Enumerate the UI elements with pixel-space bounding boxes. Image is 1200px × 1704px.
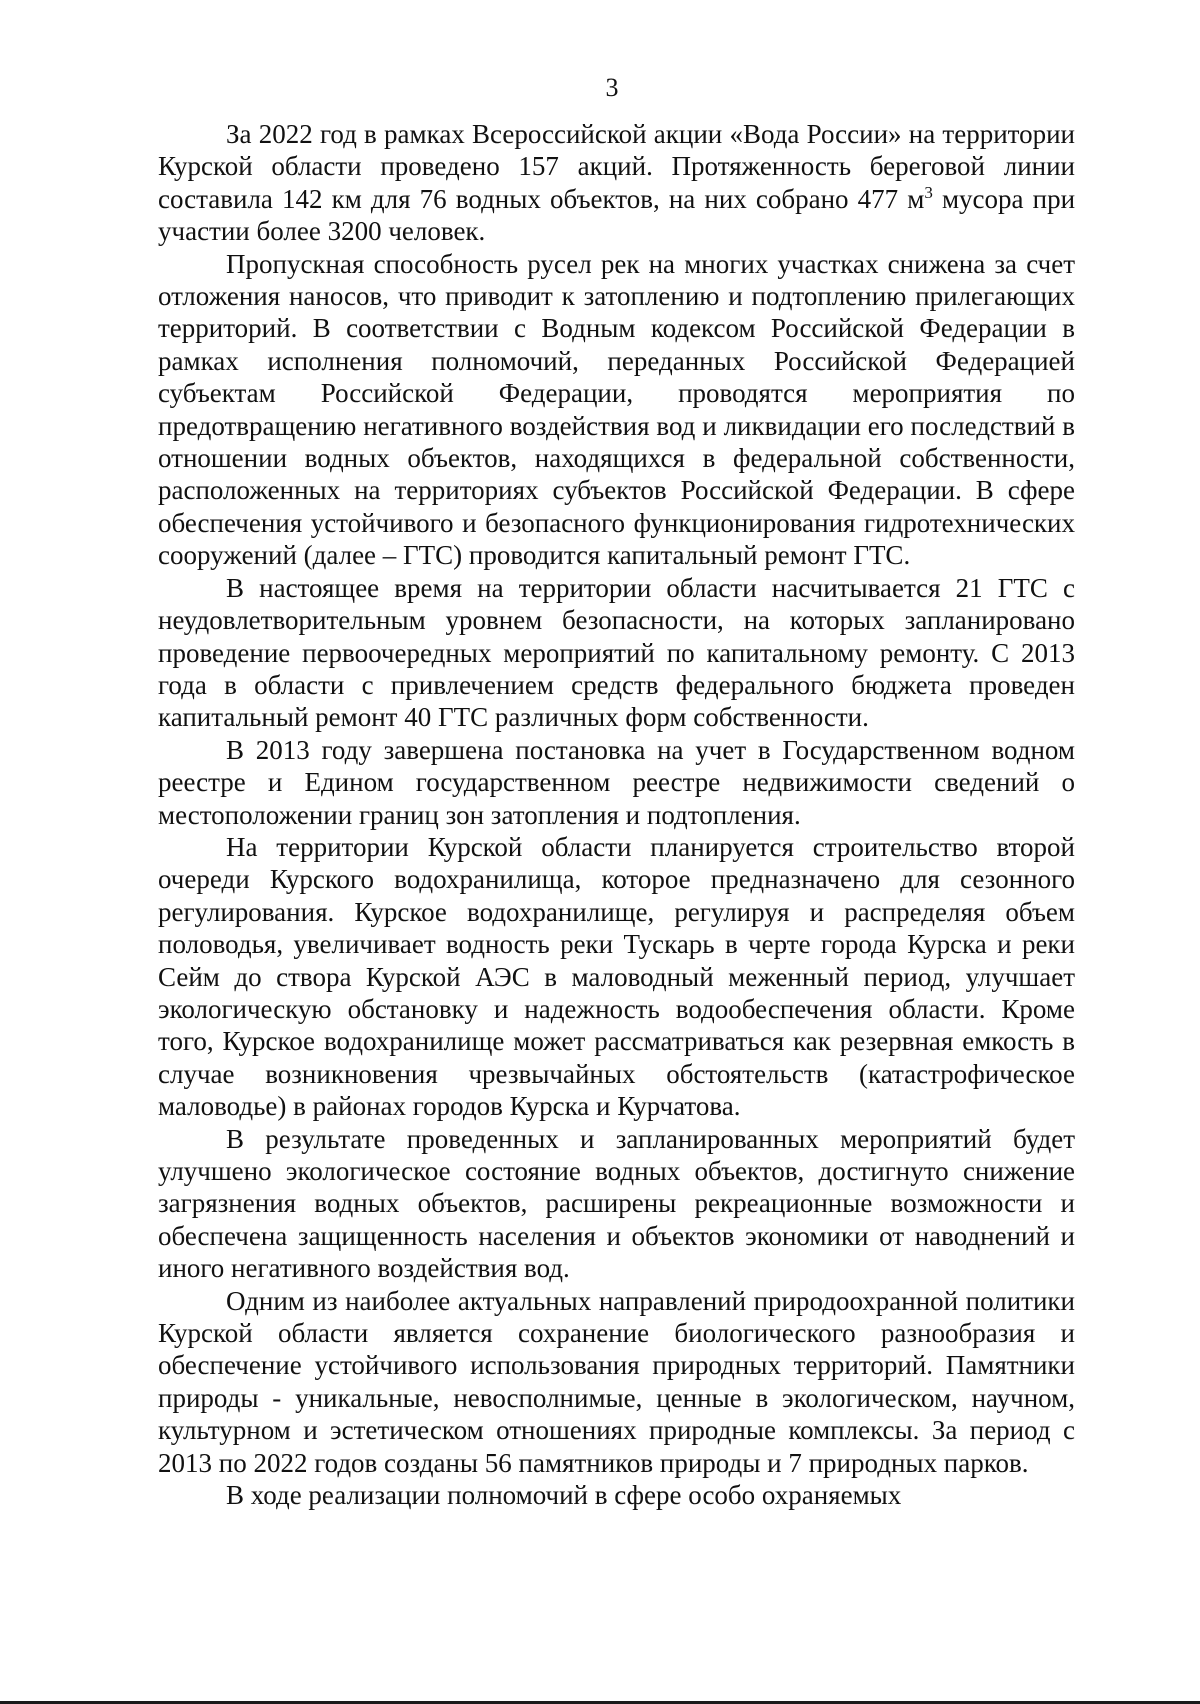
paragraph-text: За 2022 год в рамках Всероссийской акции «Вода России» на территории Курской области проведено 157 акций. Протяженность береговой линии составила 142 км для 76 водных объектов, на них собрано 477 м [158, 119, 1075, 214]
paragraph-hydraulic-structures: В настоящее время на территории области насчитывается 21 ГТС с неудовлетворительным уровнем безопасности, на которых запланировано проведение первоочередных мероприятий по капитальному ремонту. С 2013 года в области с привлечением средств федерального бюджета проведен капитальный ремонт 40 ГТС различных форм собственности. [158, 572, 1075, 733]
paragraph-water-of-russia [158, 118, 1075, 248]
paragraph-flood-zones: В 2013 году завершена постановка на учет в Государственном водном реестре и Едином государственном реестре недвижимости сведений о местоположении границ зон затопления и подтопления. [158, 734, 1075, 830]
paragraph-river-capacity: Пропускная способность русел рек на многих участках снижена за счет отложения наносов, что приводит к затоплению и подтоплению прилегающих территорий. В соответствии с Водным кодексом Российской Федерации в рамках исполнения полномочий, переданных Российской Федерацией субъектам Российской Федерации, проводятся мероприятия по предотвращению негативного воздействия вод и ликвидации его последствий в отношении водных объектов, находящихся в федеральной собственности, расположенных на территориях субъектов Российской Федерации. В сфере обеспечения устойчивого и безопасного функционирования гидротехнических сооружений (далее – ГТС) проводится капитальный ремонт ГТС. [158, 248, 1075, 571]
paragraph-kursk-reservoir: На территории Курской области планируется строительство второй очереди Курского водохранилища, которое предназначено для сезонного регулирования. Курское водохранилище, регулируя и распределяя объем половодья, увеличивает водность реки Тускарь в черте города Курска и реки Сейм до створа Курской АЭС в маловодный меженный период, улучшает экологическую обстановку и надежность водообеспечения области. Кроме того, Курское водохранилище может рассматриваться как резервная емкость в случае возникновения чрезвычайных обстоятельств (катастрофическое маловодье) в районах городов Курска и Курчатова. [158, 831, 1075, 1122]
body-text [158, 118, 1075, 1511]
paragraph-text: мусора при участии более 3200 человек. [158, 183, 1076, 247]
paragraph-biodiversity: Одним из наиболее актуальных направлений природоохранной политики Курской области является сохранение биологического разнообразия и обеспечение устойчивого использования природных территорий. Памятники природы - уникальные, невосполнимые, ценные в экологическом, научном, культурном и эстетическом отношениях природные комплексы. За период с 2013 по 2022 годов созданы 56 памятников природы и 7 природных парков. [158, 1285, 1075, 1478]
paragraph-protected-areas-start: В ходе реализации полномочий в сфере особо охраняемых [226, 1480, 902, 1511]
page-number: 3 [605, 73, 619, 102]
superscript-cubic: 3 [924, 182, 933, 202]
paragraph-results: В результате проведенных и запланированных мероприятий будет улучшено экологическое состояние водных объектов, достигнуто снижение загрязнения водных объектов, расширены рекреационные возможности и обеспечена защищенность населения и объектов экономики от наводнений и иного негативного воздействия вод. [158, 1123, 1075, 1284]
